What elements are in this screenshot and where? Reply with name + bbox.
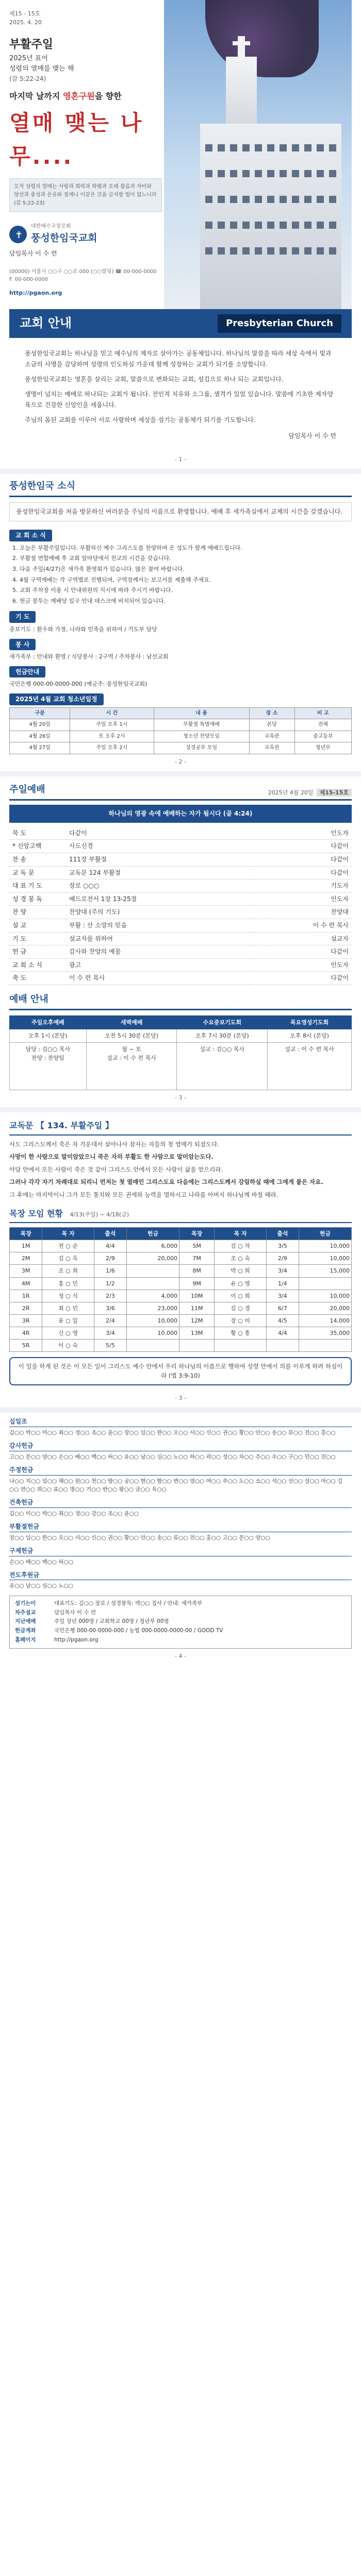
worship-order-row <box>9 827 352 840</box>
table-header: 비 고 <box>294 707 351 719</box>
giving-names: 장○○ 임○○ 한○○ 오○○ 서○○ 신○○ 권○○ 황○○ 안○○ 송○○ 류○○ 전○○ 홍○○ 고○○ 문○○ 양○○ <box>9 1534 270 1541</box>
table-cell: 4월 26일 <box>10 731 70 742</box>
page-number: - 1 - <box>175 456 186 463</box>
page-divider <box>0 771 361 776</box>
table-cell: 설교자를 위하여 <box>66 932 249 945</box>
table-row <box>10 1327 352 1339</box>
table-cell: 윤 ○ 일 <box>42 1314 94 1327</box>
footer-row <box>15 1626 346 1636</box>
worship-order-row <box>9 958 352 972</box>
table-cell: 인도자 <box>249 892 352 906</box>
table-cell: 이 ○ 숙 <box>42 1339 94 1351</box>
table-header: 헌금 <box>127 1228 179 1240</box>
worship-order-row <box>9 919 352 933</box>
table-cell: 1/2 <box>94 1277 126 1290</box>
table-cell: 2/3 <box>94 1290 126 1302</box>
bulletin-volume: 제15 - 15호 <box>9 10 41 17</box>
table-cell: 2/9 <box>94 1252 126 1265</box>
table-cell: 광고 <box>66 958 249 972</box>
table-cell <box>127 1277 179 1290</box>
table-row <box>10 1277 352 1290</box>
table-cell: 찬 양 <box>9 906 66 919</box>
worship-header <box>9 783 352 801</box>
notice-label: 교 회 소 식 <box>9 530 52 541</box>
table-cell: 4M <box>10 1277 42 1290</box>
table-header: 목장 <box>179 1228 214 1240</box>
table-cell: 찬양대 <box>249 906 352 919</box>
intro-paragraph: 풍성한임국교회는 영혼을 살리는 교회, 말씀으로 변화되는 교회, 섬김으로 하나 되는 교회입니다. <box>25 376 284 383</box>
footer-key: 차주설교 <box>15 1609 36 1616</box>
table-cell <box>299 1277 352 1290</box>
reading-line: 아담 안에서 모든 사람이 죽은 것 같이 그리스도 안에서 모든 사람이 삶을 얻으리라. <box>9 1165 223 1173</box>
table-cell: 1/6 <box>94 1265 126 1277</box>
table-row <box>10 742 352 754</box>
table-cell: 4,000 <box>127 1290 179 1302</box>
table-cell: 3/4 <box>94 1327 126 1339</box>
worship-issue: 제15-15호 <box>317 789 352 796</box>
table-row <box>10 1302 352 1314</box>
table-cell: 청년부 <box>294 742 351 754</box>
church-name: 풍성한임국교회 <box>31 232 97 244</box>
table-cell <box>215 1339 266 1351</box>
worship-schedule-table <box>9 1015 352 1090</box>
church-intro <box>9 338 352 452</box>
church-logo-icon <box>9 226 27 243</box>
table-cell: 유 ○ 영 <box>215 1277 266 1290</box>
worship-subtitle: 하나님의 영광 속에 예배하는 자가 됩시다 (골 4:24) <box>9 805 352 823</box>
cell-report-table <box>9 1227 352 1351</box>
table-cell: 다같이 <box>66 827 249 840</box>
table-cell: 14,000 <box>299 1314 352 1327</box>
church-url-link[interactable]: http://pgaon.org <box>9 289 62 296</box>
table-cell: 중고등부 <box>294 731 351 742</box>
grapes-image <box>205 0 319 77</box>
table-cell: 본당 <box>249 719 294 731</box>
giving-category: 건축헌금 <box>9 1498 352 1508</box>
table-cell: 10,000 <box>299 1252 352 1265</box>
table-header: 시 간 <box>70 707 154 719</box>
intro-paragraph: 생명이 넘치는 예배로 하나되는 교회가 됩니다. 전인적 치유와 소그룹, 셀격가 있었 있습니다. 말씀에 기초한 제자양육으로 건강한 신앙인을 세웁니다. <box>25 391 334 409</box>
giving-names: 김○○ 박○○ 이○○ 최○○ 정○○ 조○○ 윤○○ 장○○ 임○○ 한○○ 오○○ 서○○ 신○○ 권○○ 황○○ 안○○ 송○○ 류○○ 전○○ 홍○○ <box>9 1430 336 1436</box>
footer-key: 지난예배 <box>15 1618 36 1625</box>
table-cell: 부활 : 산 소망의 믿음 <box>66 919 249 933</box>
page-number: - 4 - <box>175 1652 186 1659</box>
giving-names: 고○○ 문○○ 양○○ 손○○ 배○○ 백○○ 허○○ 유○○ 남○○ 심○○ 노○○ 하○○ 곽○○ 성○○ 차○○ 주○○ 우○○ 구○○ 민○○ 진○○ <box>9 1453 336 1460</box>
footer-info <box>9 1596 352 1649</box>
table-cell: 기도자 <box>249 879 352 893</box>
table-cell: 교육관 <box>249 742 294 754</box>
table-cell: 오전 5시 30분 (본당) <box>86 1029 177 1042</box>
table-header: 주일오후예배 <box>10 1015 87 1029</box>
table-cell: 1R <box>10 1290 42 1302</box>
theme-prefix: 마지막 날까지 <box>9 91 63 101</box>
table-header: 헌금 <box>299 1228 352 1240</box>
table-cell: 20,000 <box>127 1252 179 1265</box>
intro-banner-en: Presbyterian Church <box>218 314 341 333</box>
footer-value: 대표기도: 김○○ 장로 / 성경봉독: 박○○ 집사 / 안내: 새가족부 <box>54 1600 203 1606</box>
table-cell: 6/7 <box>266 1302 299 1314</box>
table-header: 새벽예배 <box>86 1015 177 1029</box>
table-cell: 4월 27일 <box>10 742 70 754</box>
table-cell: 오후 1시 (본당) <box>10 1029 87 1042</box>
table-cell: 4/4 <box>266 1327 299 1339</box>
table-cell: 월 ~ 토 설교 : 이 수 련 목사 <box>86 1042 177 1090</box>
page-number: - 3 - <box>175 1395 186 1402</box>
table-cell: 베드로전서 1장 13-25절 <box>66 892 249 906</box>
table-cell: 사도신경 <box>66 840 249 853</box>
notice-list <box>9 544 352 606</box>
table-cell: 설 교 <box>9 919 66 933</box>
table-cell: 조 ○ 숙 <box>215 1252 266 1265</box>
table-cell: 1M <box>10 1240 42 1252</box>
table-cell: 이 수 련 목사 <box>66 972 249 985</box>
cover-quote: 오직 성령의 열매는 사랑과 희락과 화평과 오래 참음과 자비와 양선과 충성과 온유와 절제니 이같은 것을 금지할 법이 없느니라 (갈 5:22-23) <box>9 178 162 212</box>
worship-order-row <box>9 945 352 959</box>
table-cell: 묵 도 <box>9 827 66 840</box>
table-cell: 4R <box>10 1327 42 1339</box>
table-cell: 20,000 <box>299 1302 352 1314</box>
bulletin-date: 2025. 4. 20 <box>9 19 42 26</box>
table-cell: 성 경 봉 독 <box>9 892 66 906</box>
news-title: 풍성한임국 소식 <box>9 479 352 497</box>
table-cell: 박 ○ 희 <box>215 1265 266 1277</box>
table-header: 수요중보기도회 <box>177 1015 268 1029</box>
table-cell: 5R <box>10 1339 42 1351</box>
notice-item: 5. 교회 주차장 이용 시 안내위원의 지시에 따라 주시기 바랍니다. <box>20 586 352 595</box>
notice-item: 1. 오늘은 부활주일입니다. 부활하신 예수 그리스도를 찬양하며 온 성도가 함께 예배드립니다. <box>20 544 352 553</box>
table-cell: 3M <box>10 1265 42 1277</box>
cover-section <box>9 0 352 309</box>
footer-key: 헌금계좌 <box>15 1628 36 1634</box>
table-cell: 이 수 련 목사 <box>249 919 352 933</box>
youth-schedule-table <box>9 707 352 754</box>
table-cell <box>179 1339 214 1351</box>
footer-row <box>15 1617 346 1626</box>
table-cell: 부활절 특별예배 <box>154 719 249 731</box>
giving-category: 구제헌금 <box>9 1546 352 1556</box>
table-cell: 3R <box>10 1314 42 1327</box>
senior-pastor: 담임목사 이 수 련 <box>9 249 57 257</box>
table-cell <box>127 1339 179 1351</box>
welcome-box: 풍성한임국교회를 처음 방문하신 여러분을 주님의 이름으로 환영합니다. 예배 후 새가족실에서 교제의 시간을 갖겠습니다. <box>9 502 352 521</box>
table-cell: 교 회 소 식 <box>9 958 66 972</box>
table-cell: 7M <box>179 1252 214 1265</box>
cell-report-title <box>9 1208 352 1224</box>
page-number: - 3 - <box>175 1094 186 1101</box>
table-cell: 이 ○ 희 <box>215 1290 266 1302</box>
worship-date: 2025년 4월 20일 <box>268 789 314 796</box>
intro-paragraph: 주님의 몸된 교회를 이루어 서로 사랑하며 세상을 섬기는 공동체가 되기를 기도합니다. <box>25 416 256 423</box>
table-cell: 오후 7시 30분 (본당) <box>177 1029 268 1042</box>
denomination: 대한예수교장로회 <box>31 224 71 230</box>
table-cell: 11M <box>179 1302 214 1314</box>
sunday-title: 부활주일 <box>9 38 54 52</box>
table-cell: 성경공부 모임 <box>154 742 249 754</box>
table-header: 내 용 <box>154 707 249 719</box>
giving-names: 손○○ 배○○ 백○○ 허○○ <box>9 1558 73 1565</box>
giving-names: 김○○ 이○○ 박○○ 최○○ 정○○ 강○○ 조○○ 윤○○ <box>9 1510 139 1517</box>
table-cell: 김 ○ 옥 <box>42 1252 94 1265</box>
intro-signature: 담임목사 이 수 련 <box>288 432 336 439</box>
worship-title: 주일예배 <box>9 784 45 795</box>
table-cell: 김 ○ 경 <box>215 1302 266 1314</box>
table-cell: 5/5 <box>94 1339 126 1351</box>
table-cell: 4/4 <box>94 1240 126 1252</box>
intro-paragraph: 풍성한임국교회는 하나님을 믿고 예수님의 제자로 살아가는 공동체입니다. 하나님의 말씀을 따라 세상 속에서 빛과 소금의 사명을 감당하며 성령의 인도하심 가운데 함께 성장하는 교회가 되기를 소망합니다. <box>25 350 332 368</box>
table-cell: 설교 : 이 수 련 목사 <box>268 1042 352 1090</box>
reading-line: 사망이 한 사람으로 말미암았으니 죽은 자의 부활도 한 사람으로 말미암는도다. <box>9 1153 214 1161</box>
table-cell: 10,000 <box>127 1327 179 1339</box>
footer-row <box>15 1599 346 1608</box>
bank-text: 국민은행 000-00-0000-000 (예금주: 풍성한임국교회) <box>9 681 147 688</box>
table-cell: 대 표 기 도 <box>9 879 66 893</box>
theme-highlight: 영혼구원 <box>62 91 95 101</box>
table-cell: 축 도 <box>9 972 66 985</box>
table-cell: 3/5 <box>266 1240 299 1252</box>
youth-schedule-label: 2025년 4월 교회 청소년일정 <box>9 693 104 705</box>
table-cell: 기 도 <box>9 932 66 945</box>
notice-item: 3. 다음 주일(4/27)은 새가족 환영회가 있습니다. 많은 참여 바랍니다. <box>20 565 352 574</box>
table-cell: 정 ○ 식 <box>42 1290 94 1302</box>
table-cell: 8M <box>179 1265 214 1277</box>
worship-order-row <box>9 879 352 893</box>
table-cell: 다같이 <box>249 972 352 985</box>
giving-category: 감사헌금 <box>9 1441 352 1451</box>
church-address: (00000) 서울시 ○○구 ○○로 000 (○○빌딩) ☎ 00-000-0000 F. 00-000-0000 <box>9 268 157 282</box>
table-cell: 설교 : 김○○ 목사 <box>177 1042 268 1090</box>
table-cell: 9M <box>179 1277 214 1290</box>
page-divider <box>0 1107 361 1112</box>
table-cell: 홍 ○ 민 <box>42 1277 94 1290</box>
bank-label: 헌금안내 <box>9 666 45 678</box>
cover-text-column <box>9 0 164 309</box>
table-cell: 인도자 <box>249 827 352 840</box>
page-divider <box>0 469 361 474</box>
table-cell: 다같이 <box>249 866 352 879</box>
table-cell: 신 ○ 영 <box>42 1327 94 1339</box>
cover-headline: 열매 맺는 나무.... <box>9 110 144 169</box>
table-cell: 3/4 <box>266 1265 299 1277</box>
table-cell: * 신앙고백 <box>9 840 66 853</box>
footer-value: 담임목사 이 수 련 <box>54 1609 96 1616</box>
table-cell: 10M <box>179 1290 214 1302</box>
year-motto: 성령의 열매를 맺는 해 <box>9 65 74 73</box>
table-cell <box>266 1339 299 1351</box>
footer-value: http://pgaon.org <box>54 1637 99 1643</box>
giving-category: 전도후원금 <box>9 1570 352 1581</box>
notice-item: 4. 4월 구역예배는 각 구역별로 진행되며, 구역장께서는 보고서를 제출해 주세요. <box>20 575 352 585</box>
table-header: 목 자 <box>215 1228 266 1240</box>
table-header: 구분 <box>10 707 70 719</box>
table-cell: 10,000 <box>299 1290 352 1302</box>
pray-text: 중보기도 : 환우와 가정, 나라와 민족을 위하여 / 기도부 담당 <box>9 625 157 633</box>
table-cell: 2M <box>10 1252 42 1265</box>
worship-order-row <box>9 840 352 853</box>
pray-label: 기 도 <box>9 611 36 623</box>
table-cell: 교독문 124 부활절 <box>66 866 249 879</box>
table-cell: 3/6 <box>94 1302 126 1314</box>
worship-order-row <box>9 906 352 919</box>
table-cell: 교육관 <box>249 731 294 742</box>
table-cell: 2/9 <box>266 1252 299 1265</box>
motto-reference: (갈 5:22-24) <box>9 75 46 83</box>
worship-order-row <box>9 853 352 867</box>
footer-row <box>15 1608 346 1618</box>
giving-names: 유○○ 남○○ 심○○ 노○○ <box>9 1583 73 1589</box>
giving-category: 주정헌금 <box>9 1465 352 1476</box>
table-cell: 다같이 <box>249 853 352 867</box>
worship-order-row <box>9 932 352 945</box>
table-cell: 장 ○ 미 <box>215 1314 266 1327</box>
intro-banner-title: 교회 안내 <box>20 316 72 331</box>
page-divider <box>0 1408 361 1413</box>
table-cell: 4월 20일 <box>10 719 70 731</box>
table-cell: 23,000 <box>127 1302 179 1314</box>
table-cell: 장로 ○○○ <box>66 879 249 893</box>
reading-text <box>9 1140 352 1200</box>
table-cell: 1/4 <box>266 1277 299 1290</box>
table-cell: 찬양대 (주의 기도) <box>66 906 249 919</box>
table-row <box>10 1290 352 1302</box>
table-row <box>10 1265 352 1277</box>
table-header: 목장 <box>10 1228 42 1240</box>
table-cell: 감사와 찬양의 예물 <box>66 945 249 959</box>
table-cell: 6,000 <box>127 1240 179 1252</box>
table-cell: 35,000 <box>299 1327 352 1339</box>
cover-photo <box>164 0 352 309</box>
table-row <box>10 731 352 742</box>
table-row <box>10 1339 352 1351</box>
intro-banner <box>9 309 352 338</box>
worship-order-row <box>9 972 352 985</box>
table-cell: 2/4 <box>94 1314 126 1327</box>
table-cell: 청소년 찬양모임 <box>154 731 249 742</box>
table-cell: 설교자 <box>249 932 352 945</box>
table-cell <box>299 1339 352 1351</box>
table-cell: 111장 부활절 <box>66 853 249 867</box>
footer-key: 홈페이지 <box>15 1637 36 1643</box>
church-logo-row <box>9 223 162 246</box>
giving-category: 부활절헌금 <box>9 1522 352 1532</box>
table-header: 장 소 <box>249 707 294 719</box>
church-building-image <box>200 124 341 309</box>
notice-item: 2. 부활절 연합예배 후 교회 앞마당에서 친교의 시간을 갖습니다. <box>20 554 352 563</box>
table-header: 출석 <box>94 1228 126 1240</box>
table-row <box>10 1240 352 1252</box>
worship-order-row <box>9 866 352 879</box>
footer-key: 섬기는이 <box>15 1600 36 1606</box>
table-cell: 4/5 <box>266 1314 299 1327</box>
table-cell: 오후 8시 (본당) <box>268 1029 352 1042</box>
table-cell: 2R <box>10 1302 42 1314</box>
cell-report-date: 4/13(주일) ~ 4/18(금) <box>70 1211 129 1218</box>
giving-names: 나○○ 지○○ 엄○○ 채○○ 원○○ 천○○ 방○○ 공○○ 현○○ 함○○ 변○○ 염○○ 여○○ 추○○ 도○○ 소○○ 석○○ 선○○ 설○○ 마○○ 길○○ 연○○ 위○○ 표○○ 명○○ 기○○ 반○○ 왕○○ 금○○ 옥○○ <box>9 1478 343 1493</box>
table-cell: 13M <box>179 1327 214 1339</box>
giving-category: 십일조 <box>9 1417 352 1427</box>
table-row <box>10 1314 352 1327</box>
table-cell: 인도자 <box>249 958 352 972</box>
reading-line: 그러나 각각 자기 차례대로 되리니 먼저는 첫 열매인 그리스도요 다음에는 그리스도께서 강림하실 때에 그에게 붙은 자요. <box>9 1178 323 1186</box>
cell-report-label: 목장 모임 현황 <box>9 1208 63 1218</box>
table-cell: 10,000 <box>127 1314 179 1327</box>
theme-suffix: 을 향한 <box>94 91 122 101</box>
table-cell: 전체 <box>294 719 351 731</box>
worship-order-table <box>9 827 352 985</box>
church-tower <box>226 57 257 129</box>
table-cell: 전 ○ 순 <box>42 1240 94 1252</box>
worship-order-row <box>9 892 352 906</box>
table-header: 출석 <box>266 1228 299 1240</box>
reading-line: 사도 그리스도께서 죽은 자 가운데서 살아나사 잠자는 자들의 첫 열매가 되셨도다. <box>9 1140 219 1148</box>
page-number: - 2 - <box>175 758 186 765</box>
table-cell: 3/4 <box>266 1290 299 1302</box>
table-row <box>10 719 352 731</box>
table-cell: 토 오후 2시 <box>70 731 154 742</box>
table-header: 목요영성기도회 <box>268 1015 352 1029</box>
serve-label: 봉 사 <box>9 639 36 651</box>
table-cell: 다같이 <box>249 840 352 853</box>
giving-list <box>9 1417 352 1590</box>
table-cell: 12M <box>179 1314 214 1327</box>
table-cell: 교 독 문 <box>9 866 66 879</box>
table-cell: 황 ○ 흥 <box>215 1327 266 1339</box>
table-cell: 15,000 <box>299 1265 352 1277</box>
table-cell: 최 ○ 민 <box>42 1302 94 1314</box>
table-header: 목 자 <box>42 1228 94 1240</box>
table-cell: 담당 : 김○○ 목사 찬양 : 찬양팀 <box>10 1042 87 1090</box>
memory-verse: 이 일을 하게 된 것은 이 모든 일이 그리스도 예수 안에서 우리 하나님의 이름으로 행하여 성령 안에서 의를 이루게 하려 하심이라 (엡 3:9-10) <box>9 1357 352 1386</box>
reading-title: 교독문 【 134. 부활주일 】 <box>9 1120 352 1136</box>
table-cell: 김 ○ 자 <box>215 1240 266 1252</box>
cross-icon <box>238 36 245 59</box>
table-cell: 10,000 <box>299 1240 352 1252</box>
worship-schedule-title: 예배 안내 <box>9 992 352 1010</box>
table-cell: 주일 오후 1시 <box>70 719 154 731</box>
reading-line: 그 후에는 마지막이니 그가 모든 통치와 모든 권세와 능력을 멸하시고 나라를 아버지 하나님께 바칠 때라. <box>9 1191 278 1198</box>
cover-theme <box>9 90 162 103</box>
table-cell: 5M <box>179 1240 214 1252</box>
table-cell: 찬 송 <box>9 853 66 867</box>
year-motto-label: 2025년 표어 <box>9 55 48 63</box>
serve-text: 새가족부 : 안내와 환영 / 식당봉사 : 2구역 / 주차봉사 : 남선교회 <box>9 653 169 660</box>
notice-item: 6. 헌금 봉투는 예배당 입구 안내 데스크에 비치되어 있습니다. <box>20 597 352 606</box>
table-cell: 헌 금 <box>9 945 66 959</box>
worship-meta <box>268 788 352 797</box>
footer-value: 주일 장년 000명 / 교회학교 00명 / 청년부 00명 <box>54 1618 169 1625</box>
table-cell <box>127 1265 179 1277</box>
table-cell: 조 ○ 희 <box>42 1265 94 1277</box>
footer-value: 국민은행 000-00-0000-000 / 농협 000-0000-0000-00 / GOOD TV <box>54 1628 223 1634</box>
footer-row <box>15 1636 346 1645</box>
table-cell: 다같이 <box>249 945 352 959</box>
table-cell: 주일 오후 2시 <box>70 742 154 754</box>
table-row <box>10 1252 352 1265</box>
